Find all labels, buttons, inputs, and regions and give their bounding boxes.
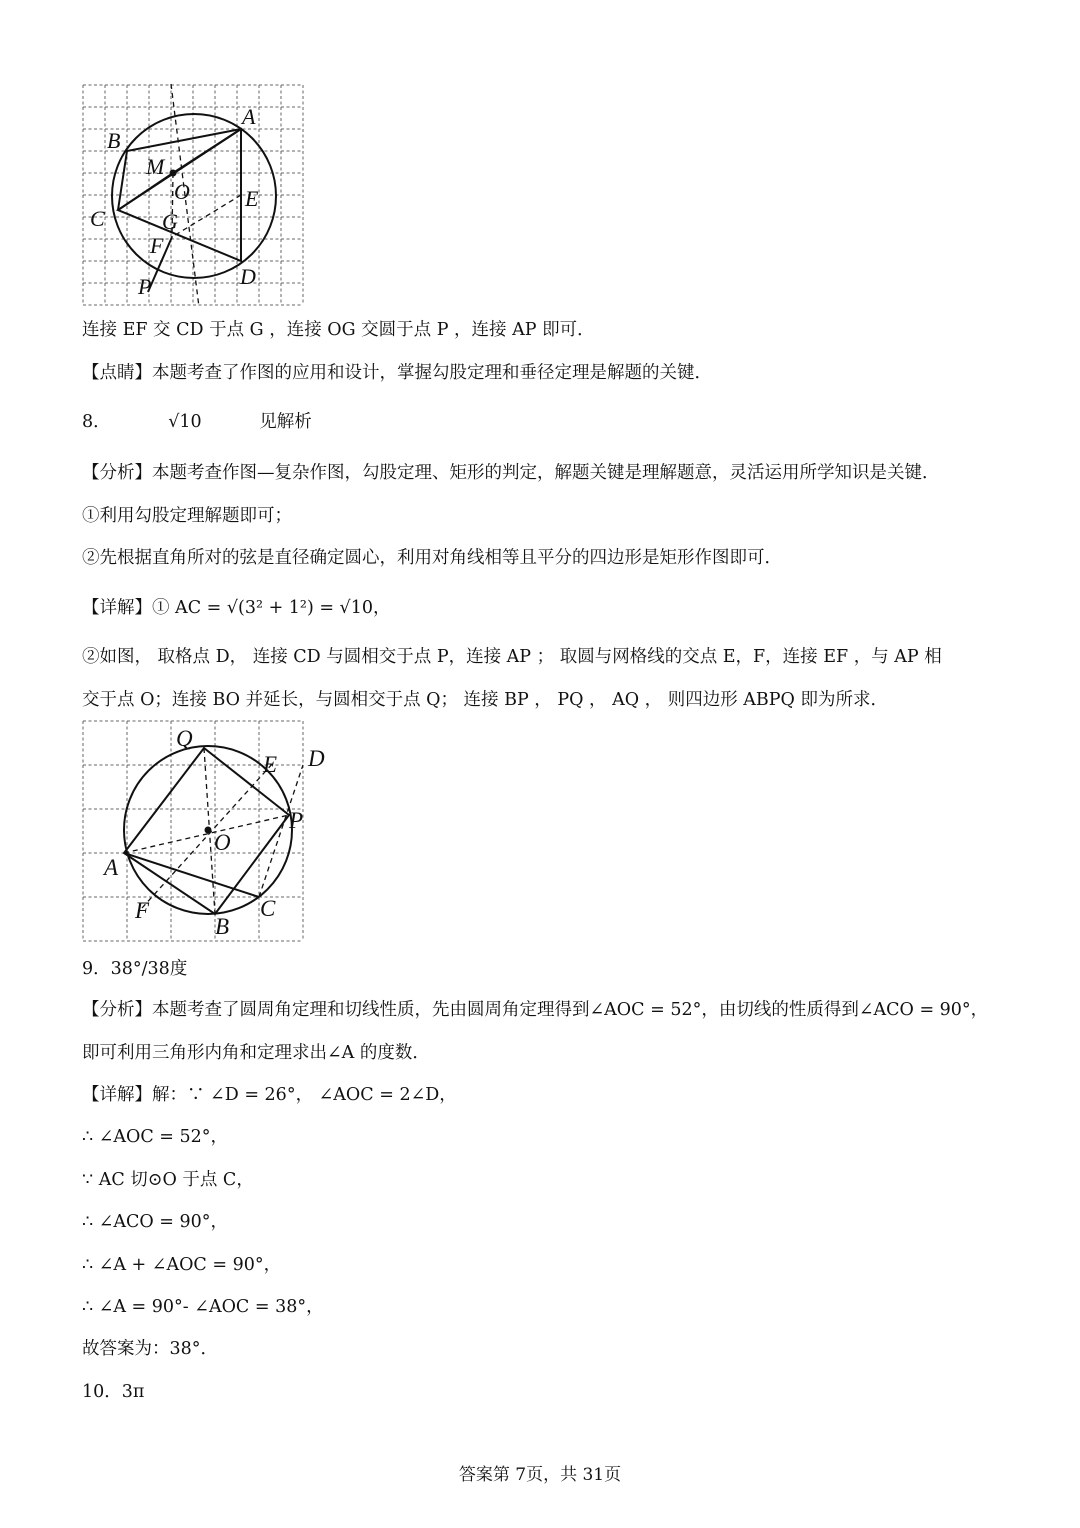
label-f: F bbox=[150, 233, 164, 258]
label-p-2: P bbox=[289, 808, 304, 833]
label-d: D bbox=[240, 264, 256, 289]
label-o-2: O bbox=[214, 830, 231, 855]
label-m: M bbox=[146, 154, 165, 179]
answer-8-value: √10 bbox=[168, 412, 202, 432]
label-c: C bbox=[90, 206, 105, 231]
label-b: B bbox=[107, 128, 121, 153]
label-g: G bbox=[162, 209, 178, 234]
text-line-14: ∴ ∠AOC = 52°， bbox=[82, 1127, 229, 1147]
label-e: E bbox=[245, 186, 259, 211]
text-line-15: ∵ AC 切⊙O 于点 C， bbox=[82, 1170, 254, 1190]
text-line-13: 【详解】解：∵ ∠D = 26°， ∠AOC = 2∠D， bbox=[82, 1085, 457, 1105]
answer-8 bbox=[82, 410, 312, 434]
text-line-17: ∴ ∠A + ∠AOC = 90°， bbox=[82, 1255, 282, 1275]
text-line-18: ∴ ∠A = 90°- ∠AOC = 38°， bbox=[82, 1297, 324, 1317]
text-line-6: ②先根据直角所对的弦是直径确定圆心，利用对角线相等且平分的四边形是矩形作图即可． bbox=[82, 548, 782, 568]
point-o-2 bbox=[205, 827, 212, 834]
text-line-7: 【详解】① AC = √(3² + 1²) = √10， bbox=[82, 598, 391, 618]
label-a-2: A bbox=[104, 855, 119, 880]
label-d-2: D bbox=[308, 746, 325, 771]
label-b-2: B bbox=[215, 914, 230, 939]
point-m bbox=[170, 170, 177, 177]
text-line-1: 连接 EF 交 CD 于点 G ，连接 OG 交圆于点 P ，连接 AP 即可． bbox=[82, 320, 595, 340]
text-line-8: ②如图， 取格点 D， 连接 CD 与圆相交于点 P，连接 AP ； 取圆与网格线的交点 E，F，连接 EF ，与 AP 相 bbox=[82, 647, 942, 667]
text-line-4: 【分析】本题考查作图—复杂作图，勾股定理、矩形的判定，解题关键是理解题意，灵活运用所学知识是关键． bbox=[82, 463, 940, 483]
label-q: Q bbox=[176, 726, 193, 751]
page-footer: 答案第 7页，共 31页 bbox=[458, 1465, 622, 1485]
label-p: P bbox=[138, 274, 152, 299]
figure-2-construction bbox=[80, 718, 334, 944]
text-line-9: 交于点 O；连接 BO 并延长，与圆相交于点 Q； 连接 BP ， PQ ， AQ ， 则四边形 ABPQ 即为所求． bbox=[82, 690, 888, 710]
label-o: O bbox=[174, 179, 190, 204]
text-line-5: ①利用勾股定理解题即可； bbox=[82, 506, 292, 526]
figure-1-construction bbox=[80, 82, 312, 312]
label-f-2: F bbox=[135, 898, 150, 923]
text-line-2: 【点睛】本题考查了作图的应用和设计，掌握勾股定理和垂径定理是解题的关键． bbox=[82, 363, 712, 383]
text-line-20: 10．3π bbox=[82, 1382, 145, 1402]
label-a: A bbox=[242, 104, 256, 129]
answer-8-number: 8． bbox=[82, 412, 111, 432]
label-c-2: C bbox=[260, 896, 276, 921]
text-line-12: 即可利用三角形内角和定理求出∠A 的度数． bbox=[82, 1043, 430, 1063]
label-e-2: E bbox=[263, 752, 278, 777]
text-line-19: 故答案为：38°． bbox=[82, 1339, 219, 1359]
text-line-10: 9．38°/38度 bbox=[82, 959, 188, 979]
answer-8-see: 见解析 bbox=[259, 412, 312, 432]
text-line-11: 【分析】本题考查了圆周角定理和切线性质，先由圆周角定理得到∠AOC = 52°，由切线的性质得到∠ACO = 90°， bbox=[82, 1000, 989, 1020]
text-line-16: ∴ ∠ACO = 90°， bbox=[82, 1212, 229, 1232]
